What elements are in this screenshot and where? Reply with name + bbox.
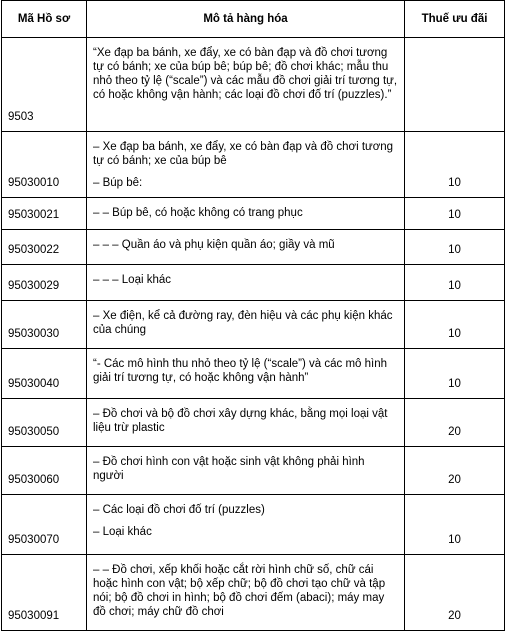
row-rate: 10 [405,301,505,349]
row-description-text: “- Các mô hình thu nhỏ theo tỷ lệ (“scale”) và các mô hình giải trí tương tự, có hoặc không vận hành” [93,358,388,384]
row-code: 95030022 [2,230,87,265]
row-description [87,349,405,399]
row-description [87,198,405,230]
row-rate: 10 [405,349,505,399]
table-row [2,265,505,301]
table-row [2,301,505,349]
row-description [87,495,405,555]
row-description-text: – Đồ chơi và bộ đồ chơi xây dựng khác, bằng mọi loại vật liệu trừ plastic [93,408,388,434]
row-code: 95030021 [2,198,87,230]
row-code: 95030050 [2,399,87,447]
header-description: Mô tả hàng hóa [87,1,405,38]
row-code: 95030010 [2,132,87,198]
table-row [2,555,505,631]
row-description-text: – – Đồ chơi, xếp khối hoặc cắt rời hình chữ số, chữ cái hoặc hình con vật; bộ xếp chữ; bộ đồ chơi tạo chữ và tập nói; bộ đồ chơi in hình; bộ đồ chơi đếm (abaci); máy may đồ chơi; máy chữ đồ chơi [93,564,386,618]
row-code: 95030029 [2,265,87,301]
table-row [2,198,505,230]
table-row [2,399,505,447]
row-description-text: – Xe đạp ba bánh, xe đẩy, xe có bàn đạp và đồ chơi tương tự có bánh; xe của búp bê [93,141,394,167]
row-description-text: – – – Loại khác [93,274,172,286]
row-rate [405,38,505,132]
row-rate: 10 [405,265,505,301]
table-row [2,349,505,399]
table-row [2,230,505,265]
row-description-text: – – – Quần áo và phụ kiện quần áo; giầy và mũ [93,239,335,251]
row-rate: 20 [405,447,505,495]
row-code: 95030091 [2,555,87,631]
row-code: 95030070 [2,495,87,555]
table-row [2,132,505,198]
tariff-table [1,0,505,631]
row-description [87,555,405,631]
row-description-text: – – Búp bê, có hoặc không có trang phục [93,207,303,219]
row-code: 95030030 [2,301,87,349]
row-description-subtext: – Búp bê: [93,177,143,189]
row-description-text: – Đồ chơi hình con vật hoặc sinh vật không phải hình người [93,456,365,482]
row-code: 95030040 [2,349,87,399]
row-rate: 10 [405,495,505,555]
row-description-text: “Xe đạp ba bánh, xe đẩy, xe có bàn đạp và đồ chơi tương tự có bánh; xe của búp bê; búp bê; đồ chơi khác; mẫu thu nhỏ theo tỷ lệ (“scale”) và các mẫu đồ chơi giải trí tương tự, có hoặc không vận hành; các loại đồ chơi đố trí (puzzles).” [93,47,398,101]
header-code: Mã Hồ sơ [2,1,87,38]
row-description [87,132,405,198]
row-description [87,38,405,132]
row-description-text: – Các loại đồ chơi đố trí (puzzles) [93,504,265,516]
row-rate: 10 [405,230,505,265]
row-description-text: – Xe điện, kể cả đường ray, đèn hiệu và các phụ kiện khác của chúng [93,310,393,336]
row-rate: 10 [405,198,505,230]
table-row [2,495,505,555]
row-rate: 20 [405,555,505,631]
table-row [2,38,505,132]
row-description [87,230,405,265]
table-header-row [2,1,505,38]
row-code: 9503 [2,38,87,132]
table-row [2,447,505,495]
row-rate: 20 [405,399,505,447]
row-description [87,447,405,495]
row-description [87,399,405,447]
row-description [87,265,405,301]
row-code: 95030060 [2,447,87,495]
header-rate: Thuế ưu đãi [405,1,505,38]
row-rate: 10 [405,132,505,198]
row-description-subtext: – Loại khác [93,526,152,538]
row-description [87,301,405,349]
